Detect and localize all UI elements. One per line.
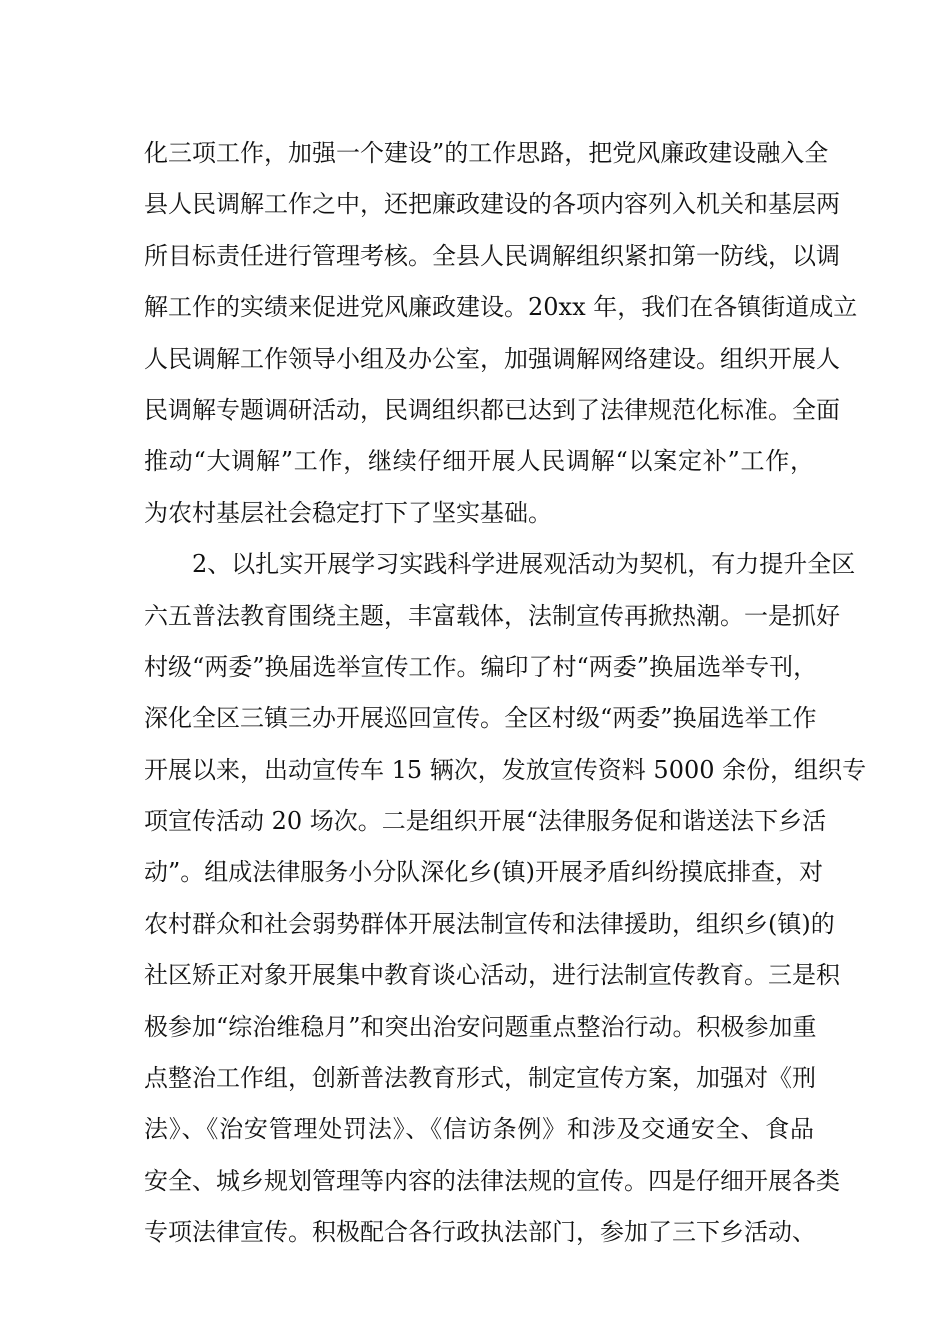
paragraph-line: 法》、《治安管理处罚法》、《信访条例》和涉及交通安全、食品 [144, 1115, 814, 1144]
paragraph-line: 开展以来，出动宣传车 15 辆次，发放宣传资料 5000 余份，组织专 [144, 755, 867, 784]
paragraph-line: 动”。组成法律服务小分队深化乡(镇)开展矛盾纠纷摸底排查，对 [144, 858, 823, 887]
paragraph-line: 2、以扎实开展学习实践科学进展观活动为契机，有力提升全区 [192, 550, 856, 579]
paragraph-line: 为农村基层社会稳定打下了坚实基础。 [144, 498, 552, 527]
paragraph-line: 深化全区三镇三办开展巡回宣传。全区村级“两委”换届选举工作 [144, 704, 817, 733]
paragraph-line: 解工作的实绩来促进党风廉政建设。20xx 年，我们在各镇街道成立 [144, 293, 858, 322]
paragraph-line: 社区矫正对象开展集中教育谈心活动，进行法制宣传教育。三是积 [144, 961, 840, 990]
paragraph-2 [144, 539, 867, 1258]
paragraph-line: 村级“两委”换届选举宣传工作。编印了村“两委”换届选举专刊， [144, 652, 818, 681]
paragraph-line: 推动“大调解”工作，继续仔细开展人民调解“以案定补”工作， [144, 447, 814, 476]
paragraph-line: 县人民调解工作之中，还把廉政建设的各项内容列入机关和基层两 [144, 190, 840, 219]
paragraph-line: 人民调解工作领导小组及办公室，加强调解网络建设。组织开展人 [144, 344, 840, 373]
paragraph-1 [144, 128, 858, 539]
paragraph-line: 民调解专题调研活动，民调组织都已达到了法律规范化标准。全面 [144, 395, 840, 424]
paragraph-line: 农村群众和社会弱势群体开展法制宣传和法律援助，组织乡(镇)的 [144, 909, 835, 938]
document-body [144, 128, 867, 1259]
paragraph-line: 极参加“综治维稳月”和突出治安问题重点整治行动。积极参加重 [144, 1012, 817, 1041]
paragraph-line: 专项法律宣传。积极配合各行政执法部门，参加了三下乡活动、 [144, 1218, 816, 1247]
paragraph-line: 六五普法教育围绕主题，丰富载体，法制宣传再掀热潮。一是抓好 [144, 601, 840, 630]
paragraph-line: 化三项工作，加强一个建设”的工作思路，把党风廉政建设融入全 [144, 139, 829, 167]
paragraph-line: 所目标责任进行管理考核。全县人民调解组织紧扣第一防线，以调 [144, 241, 840, 270]
paragraph-line: 点整治工作组，创新普法教育形式，制定宣传方案，加强对《刑 [144, 1064, 816, 1093]
paragraph-line: 安全、城乡规划管理等内容的法律法规的宣传。四是仔细开展各类 [144, 1166, 840, 1195]
paragraph-line: 项宣传活动 20 场次。二是组织开展“法律服务促和谐送法下乡活 [144, 807, 827, 836]
